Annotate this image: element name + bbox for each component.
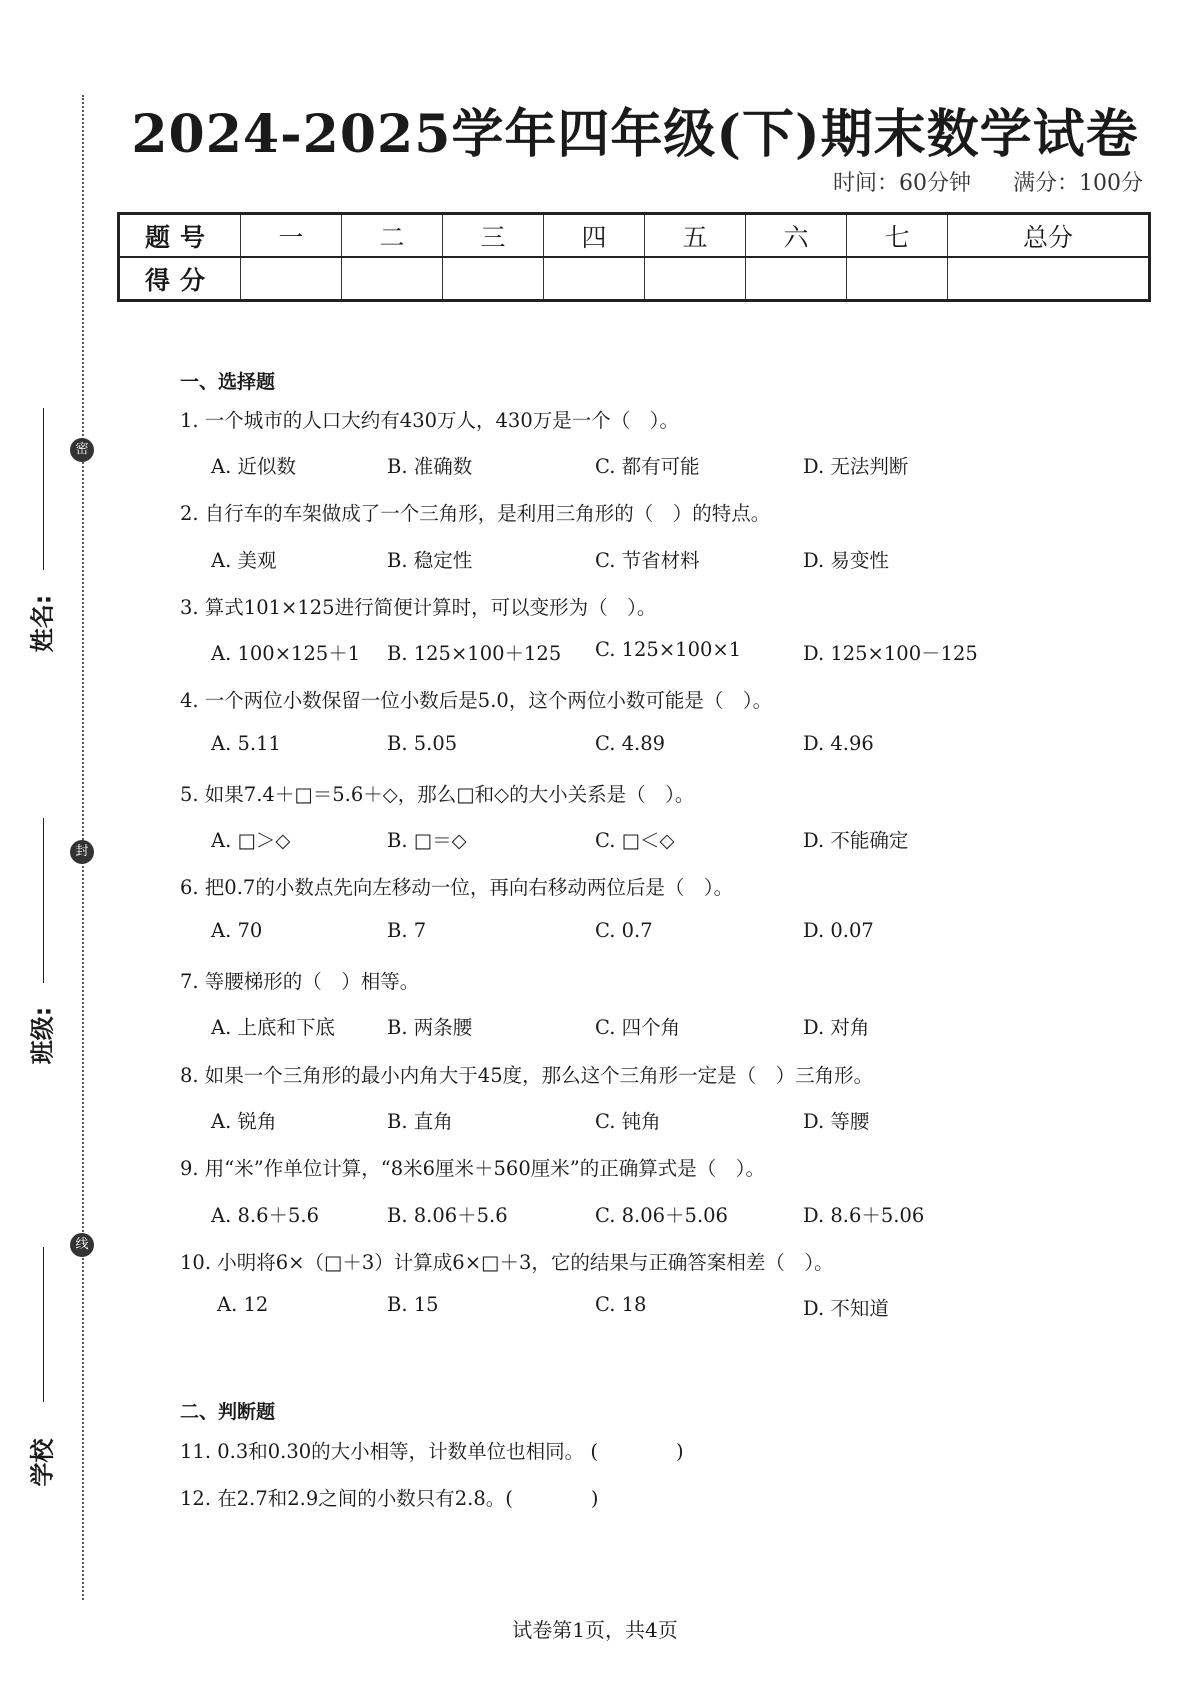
col-2: 二 — [342, 214, 443, 258]
section-heading-judge: 二、判断题 — [180, 1401, 276, 1423]
question-12: 12. 在2.7和2.9之间的小数只有2.8。( ) — [180, 1487, 599, 1510]
col-5: 五 — [645, 214, 746, 258]
q7-option-d: D. 对角 — [803, 1016, 870, 1039]
q2-option-a: A. 美观 — [211, 549, 277, 572]
q7-option-a: A. 上底和下底 — [211, 1016, 335, 1039]
seal-mark-xian: 线 — [70, 1233, 94, 1257]
q9-option-c: C. 8.06＋5.06 — [595, 1204, 728, 1227]
q8-option-d: D. 等腰 — [803, 1110, 870, 1133]
q3-option-c: C. 125×100×1 — [595, 638, 742, 661]
question-11: 11. 0.3和0.30的大小相等，计数单位也相同。 ( ) — [180, 1440, 684, 1463]
section-heading-choice: 一、选择题 — [180, 371, 276, 393]
q5-option-d: D. 不能确定 — [803, 829, 909, 852]
col-4: 四 — [544, 214, 645, 258]
q6-option-c: C. 0.7 — [595, 919, 653, 942]
q6-option-a: A. 70 — [211, 919, 263, 942]
school-label: 学校 — [28, 1438, 57, 1486]
question-3: 3. 算式101×125进行简便计算时，可以变形为（ ）。 — [180, 596, 657, 619]
time-limit: 时间：60分钟 — [833, 171, 971, 196]
question-9: 9. 用“米”作单位计算，“8米6厘米＋560厘米”的正确算式是（ ）。 — [180, 1157, 765, 1180]
q2-option-d: D. 易变性 — [803, 549, 889, 572]
exam-title: 2024-2025学年四年级(下)期末数学试卷 — [131, 104, 1139, 165]
q6-option-d: D. 0.07 — [803, 919, 874, 942]
page-footer: 试卷第1页，共4页 — [512, 1618, 678, 1642]
q8-option-b: B. 直角 — [387, 1110, 453, 1133]
school-line — [43, 1247, 44, 1402]
q8-option-a: A. 锐角 — [211, 1110, 277, 1133]
q2-option-c: C. 节省材料 — [595, 549, 700, 572]
col-1: 一 — [241, 214, 342, 258]
score-table-header-row — [119, 214, 1150, 258]
q3-option-a: A. 100×125＋1 — [211, 642, 361, 665]
score-table-score-row — [119, 257, 1150, 301]
question-8: 8. 如果一个三角形的最小内角大于45度，那么这个三角形一定是（ ）三角形。 — [180, 1064, 874, 1087]
seal-mark-mi: 密 — [70, 438, 94, 462]
question-number-head: 题号 — [119, 214, 241, 258]
q1-option-b: B. 准确数 — [387, 455, 473, 478]
q10-option-d: D. 不知道 — [803, 1297, 889, 1320]
q9-option-a: A. 8.6＋5.6 — [211, 1204, 320, 1227]
q7-option-b: B. 两条腰 — [387, 1016, 473, 1039]
name-label: 姓名: — [28, 594, 57, 652]
q1-option-c: C. 都有可能 — [595, 455, 700, 478]
q10-option-c: C. 18 — [595, 1293, 647, 1316]
q10-option-a: A. 12 — [217, 1293, 269, 1316]
exam-meta — [833, 166, 1143, 197]
score-cell[interactable] — [948, 257, 1150, 301]
question-4: 4. 一个两位小数保留一位小数后是5.0，这个两位小数可能是（ ）。 — [180, 689, 773, 712]
score-table — [117, 212, 1151, 302]
name-line — [43, 408, 44, 570]
question-2: 2. 自行车的车架做成了一个三角形，是利用三角形的（ ）的特点。 — [180, 502, 771, 525]
q10-option-b: B. 15 — [387, 1293, 439, 1316]
question-1: 1. 一个城市的人口大约有430万人，430万是一个（ ）。 — [180, 409, 679, 432]
full-score: 满分：100分 — [1013, 171, 1143, 196]
q1-option-d: D. 无法判断 — [803, 455, 909, 478]
class-line — [43, 818, 44, 983]
q3-option-b: B. 125×100＋125 — [387, 642, 562, 665]
q4-option-c: C. 4.89 — [595, 732, 666, 755]
score-cell[interactable] — [746, 257, 847, 301]
q1-option-a: A. 近似数 — [211, 455, 296, 478]
q4-option-d: D. 4.96 — [803, 732, 874, 755]
q8-option-c: C. 钝角 — [595, 1110, 661, 1133]
question-5: 5. 如果7.4＋□＝5.6＋◇，那么□和◇的大小关系是（ ）。 — [180, 783, 695, 806]
q6-option-b: B. 7 — [387, 919, 427, 942]
q5-option-c: C. □＜◇ — [595, 829, 675, 852]
score-cell[interactable] — [544, 257, 645, 301]
col-6: 六 — [746, 214, 847, 258]
col-7: 七 — [847, 214, 948, 258]
col-total: 总分 — [948, 214, 1150, 258]
q3-option-d: D. 125×100－125 — [803, 642, 978, 665]
class-label: 班级: — [28, 1006, 57, 1064]
q2-option-b: B. 稳定性 — [387, 549, 473, 572]
q4-option-b: B. 5.05 — [387, 732, 458, 755]
q9-option-b: B. 8.06＋5.6 — [387, 1204, 508, 1227]
score-head: 得分 — [119, 257, 241, 301]
seal-mark-feng: 封 — [70, 840, 94, 864]
score-cell[interactable] — [342, 257, 443, 301]
q7-option-c: C. 四个角 — [595, 1016, 681, 1039]
q4-option-a: A. 5.11 — [211, 732, 281, 755]
question-7: 7. 等腰梯形的（ ）相等。 — [180, 970, 420, 993]
col-3: 三 — [443, 214, 544, 258]
q5-option-a: A. □＞◇ — [211, 829, 291, 852]
question-6: 6. 把0.7的小数点先向左移动一位，再向右移动两位后是（ ）。 — [180, 876, 734, 899]
score-cell[interactable] — [645, 257, 746, 301]
question-10: 10. 小明将6×（□＋3）计算成6×□＋3，它的结果与正确答案相差（ ）。 — [180, 1251, 834, 1274]
q5-option-b: B. □＝◇ — [387, 829, 467, 852]
score-cell[interactable] — [241, 257, 342, 301]
score-cell[interactable] — [443, 257, 544, 301]
q9-option-d: D. 8.6＋5.06 — [803, 1204, 925, 1227]
score-cell[interactable] — [847, 257, 948, 301]
